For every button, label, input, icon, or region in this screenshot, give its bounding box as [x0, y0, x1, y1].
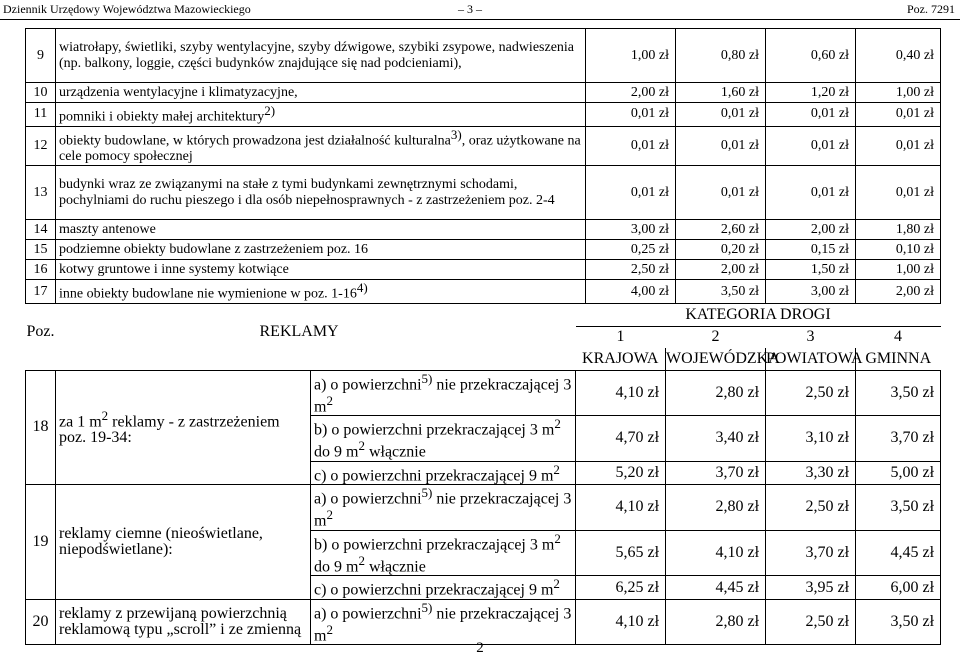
table-row	[26, 485, 941, 531]
rate-value: 0,01 zł	[586, 166, 676, 220]
sub-item-text: do 9 m	[314, 443, 359, 461]
rate-value: 6,00 zł	[856, 576, 941, 599]
journal-title: Dziennik Urzędowy Województwa Mazowieckiego	[3, 2, 251, 16]
row-number: 20	[26, 599, 56, 645]
category-gminna: GMINNA	[856, 348, 941, 370]
rate-value: 5,65 zł	[576, 530, 666, 576]
table-header-row	[26, 304, 941, 326]
rate-value: 0,01 zł	[766, 103, 856, 127]
rate-value: 0,01 zł	[586, 126, 676, 166]
table-row	[26, 220, 941, 240]
footnote-ref: 5)	[421, 370, 433, 386]
rate-value: 0,20 zł	[676, 240, 766, 260]
description-text: reklamy - z zastrzeżeniem poz. 19-34:	[59, 413, 280, 447]
table-row	[26, 29, 941, 83]
rate-value: 3,50 zł	[856, 370, 941, 416]
page-marker: – 3 –	[458, 2, 482, 16]
row-number: 9	[26, 29, 56, 83]
sub-item-b	[311, 416, 576, 462]
advertising-rates-table	[25, 304, 941, 645]
footnote-ref: 5)	[421, 485, 433, 501]
table-row	[26, 126, 941, 166]
description-text: inne obiekty budowlane nie wymienione w poz. 1-16	[59, 286, 357, 302]
table-row	[26, 240, 941, 260]
superscript: 2	[326, 392, 333, 408]
rate-value: 1,20 zł	[766, 83, 856, 103]
rate-value: 3,30 zł	[766, 461, 856, 484]
rate-value: 3,70 zł	[856, 416, 941, 462]
rate-value: 3,50 zł	[676, 280, 766, 304]
superscript: 2	[358, 553, 365, 569]
description-text: obiekty budowlane, w których prowadzona jest działalność kulturalna	[59, 133, 451, 149]
superscript: 2	[553, 461, 560, 477]
rate-value: 2,00 zł	[766, 220, 856, 240]
rate-value: 0,01 zł	[766, 166, 856, 220]
footnote-ref: 4)	[356, 280, 368, 296]
rate-value: 2,80 zł	[666, 370, 766, 416]
row-description: budynki wraz ze związanymi na stałe z tymi budynkami zewnętrznymi schodami, pochylniami do ruchu pieszego i dla osób niepełnosprawnych - z zastrzeżeniem poz. 2-4	[56, 166, 586, 220]
superscript: 2	[326, 622, 333, 638]
rate-value: 0,01 zł	[676, 103, 766, 127]
table-row	[26, 260, 941, 280]
table-row	[26, 280, 941, 304]
superscript: 2	[554, 416, 561, 432]
rate-value: 0,15 zł	[766, 240, 856, 260]
rate-value: 0,80 zł	[676, 29, 766, 83]
rate-value: 0,40 zł	[856, 29, 941, 83]
row-number: 10	[26, 83, 56, 103]
page-number: 2	[476, 640, 484, 656]
rate-value: 0,01 zł	[676, 126, 766, 166]
rate-value: 2,50 zł	[766, 485, 856, 531]
description-text: pomniki i obiekty małej architektury	[59, 109, 265, 125]
row-description	[56, 126, 586, 166]
rate-value: 2,50 zł	[766, 599, 856, 645]
rate-value: 0,10 zł	[856, 240, 941, 260]
rate-value: 2,60 zł	[676, 220, 766, 240]
table-row	[26, 103, 941, 127]
footnote-ref: 5)	[421, 599, 433, 615]
rate-value: 4,45 zł	[856, 530, 941, 576]
rate-value: 2,00 zł	[676, 260, 766, 280]
rate-value: 4,00 zł	[586, 280, 676, 304]
column-header-kategoria: KATEGORIA DROGI	[576, 304, 941, 326]
row-description: podziemne obiekty budowlane z zastrzeżeniem poz. 16	[56, 240, 586, 260]
row-number: 13	[26, 166, 56, 220]
sub-item-text: do 9 m	[314, 558, 359, 576]
rate-value: 3,50 zł	[856, 485, 941, 531]
row-description: maszty antenowe	[56, 220, 586, 240]
table-row	[26, 599, 941, 645]
row-number: 19	[26, 485, 56, 600]
rate-value: 3,10 zł	[766, 416, 856, 462]
rate-value: 1,60 zł	[676, 83, 766, 103]
row-description: kotwy gruntowe i inne systemy kotwiące	[56, 260, 586, 280]
category-number: 3	[806, 328, 815, 346]
category-wojewodzka: WOJEWÓDZKA	[666, 348, 766, 370]
rate-value: 2,00 zł	[856, 280, 941, 304]
row-description: urządzenia wentylacyjne i klimatyzacyjne,	[56, 83, 586, 103]
sub-item-text: nie przekraczającej 3 m	[314, 375, 572, 416]
description-text: , oraz użytkowane na cele pomocy społecznej	[59, 133, 581, 165]
rate-value: 2,80 zł	[666, 599, 766, 645]
rate-value: 0,60 zł	[766, 29, 856, 83]
table-row	[26, 166, 941, 220]
rate-value: 4,10 zł	[666, 530, 766, 576]
superscript: 2	[553, 576, 560, 592]
rate-value: 3,70 zł	[666, 461, 766, 484]
row-number: 14	[26, 220, 56, 240]
sub-item-text: a) o powierzchni	[314, 605, 422, 623]
superscript: 2	[326, 507, 333, 523]
category-number: 2	[711, 328, 720, 346]
rate-value: 3,00 zł	[766, 280, 856, 304]
rate-value: 5,20 zł	[576, 461, 666, 484]
table-row	[26, 83, 941, 103]
table-row	[26, 370, 941, 416]
rate-value: 0,25 zł	[586, 240, 676, 260]
row-number: 17	[26, 280, 56, 304]
column-header-poz: Poz.	[26, 323, 55, 340]
rate-value: 3,70 zł	[766, 530, 856, 576]
page-header	[0, 0, 960, 20]
category-number: 4	[894, 328, 903, 346]
position-number: Poz. 7291	[907, 2, 955, 16]
rate-value: 0,01 zł	[586, 103, 676, 127]
row-description	[56, 280, 586, 304]
rate-value: 2,50 zł	[766, 370, 856, 416]
tax-rates-table	[25, 28, 941, 304]
rate-value: 1,00 zł	[856, 83, 941, 103]
sub-item-text: nie przekraczającej 3 m	[314, 605, 572, 645]
rate-value: 3,50 zł	[856, 599, 941, 645]
rate-value: 0,01 zł	[676, 166, 766, 220]
sub-item-a	[311, 370, 576, 416]
category-krajowa: KRAJOWA	[576, 348, 666, 370]
sub-item-text: nie przekraczającej 3 m	[314, 490, 572, 530]
footnote-ref: 3)	[450, 126, 462, 142]
rate-value: 2,50 zł	[586, 260, 676, 280]
sub-item-text: a) o powierzchni	[314, 375, 422, 393]
rate-value: 4,10 zł	[576, 370, 666, 416]
rate-value: 3,40 zł	[666, 416, 766, 462]
rate-value: 5,00 zł	[856, 461, 941, 484]
rate-value: 0,01 zł	[856, 103, 941, 127]
rate-value: 1,50 zł	[766, 260, 856, 280]
rate-value: 1,00 zł	[856, 260, 941, 280]
sub-item-b	[311, 530, 576, 576]
row-description: wiatrołapy, świetliki, szyby wentylacyjne, szyby dźwigowe, szybiki zsypowe, nadwieszenia (np. balkony, loggie, części budynków znajdujące się nad podcieniami),	[56, 29, 586, 83]
row-description: reklamy ciemne (nieoświetlane, niepodświetlane):	[56, 485, 311, 600]
rate-value: 6,25 zł	[576, 576, 666, 599]
sub-item-text: b) o powierzchni przekraczającej 3 m	[314, 536, 555, 554]
column-header-reklamy: REKLAMY	[259, 323, 339, 340]
rate-value: 1,00 zł	[586, 29, 676, 83]
rate-value: 0,01 zł	[856, 166, 941, 220]
row-number: 16	[26, 260, 56, 280]
description-text: za 1 m	[59, 413, 102, 431]
sub-item-text: a) o powierzchni	[314, 490, 422, 508]
rate-value: 3,95 zł	[766, 576, 856, 599]
row-number: 11	[26, 103, 56, 127]
rate-value: 1,80 zł	[856, 220, 941, 240]
rate-value: 2,00 zł	[586, 83, 676, 103]
rate-value: 4,10 zł	[576, 485, 666, 531]
superscript: 2	[101, 408, 109, 424]
row-number: 15	[26, 240, 56, 260]
row-description: reklamy z przewijaną powierzchnią reklamową typu „scroll” i ze zmienną	[56, 599, 311, 645]
rate-value: 0,01 zł	[856, 126, 941, 166]
row-number: 12	[26, 126, 56, 166]
rate-value: 0,01 zł	[766, 126, 856, 166]
sub-item-text: b) o powierzchni przekraczającej 3 m	[314, 421, 555, 439]
sub-item-text: włącznie	[364, 443, 426, 461]
category-powiatowa: POWIATOWA	[766, 348, 856, 370]
superscript: 2	[554, 530, 561, 546]
sub-item-text: włącznie	[364, 558, 426, 576]
rate-value: 2,80 zł	[666, 485, 766, 531]
sub-item-a	[311, 599, 576, 645]
row-description	[56, 103, 586, 127]
superscript: 2	[358, 438, 365, 454]
sub-item-text: c) o powierzchni przekraczającej 9 m	[314, 467, 554, 485]
sub-item-text: c) o powierzchni przekraczającej 9 m	[314, 581, 554, 599]
sub-item-a	[311, 485, 576, 531]
rate-value: 3,00 zł	[586, 220, 676, 240]
rate-value: 4,70 zł	[576, 416, 666, 462]
category-number: 1	[616, 328, 625, 346]
rate-value: 4,10 zł	[576, 599, 666, 645]
row-number: 18	[26, 370, 56, 485]
footnote-ref: 2)	[264, 103, 276, 118]
sub-item-c	[311, 461, 576, 484]
sub-item-c	[311, 576, 576, 599]
rate-value: 4,45 zł	[666, 576, 766, 599]
row-description	[56, 370, 311, 485]
